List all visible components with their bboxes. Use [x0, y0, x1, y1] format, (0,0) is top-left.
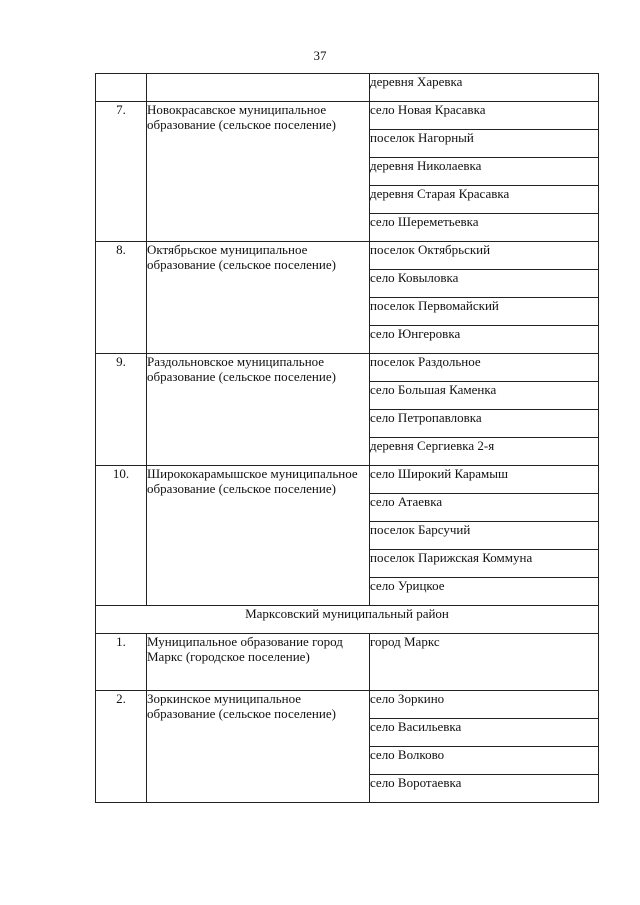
settlement-name: город Маркс	[370, 634, 599, 691]
row-number-cell	[96, 74, 147, 102]
municipality-name: Раздольновское муниципальное образование (сельское поселение)	[147, 354, 370, 466]
row-number: 9.	[96, 354, 147, 466]
row-number: 1.	[96, 634, 147, 691]
settlement-name: поселок Нагорный	[370, 130, 599, 158]
municipality-name: Ширококарамышское муниципальное образование (сельское поселение)	[147, 466, 370, 606]
settlement-name: поселок Первомайский	[370, 298, 599, 326]
municipality-name: Зоркинское муниципальное образование (сельское поселение)	[147, 691, 370, 803]
continuation-row	[96, 74, 599, 102]
settlement-name: село Шереметьевка	[370, 214, 599, 242]
settlement-name: поселок Парижская Коммуна	[370, 550, 599, 578]
municipality-name: Новокрасавское муниципальное образование (сельское поселение)	[147, 102, 370, 242]
row-number: 8.	[96, 242, 147, 354]
page-number: 37	[313, 48, 327, 63]
settlements-table	[95, 73, 599, 803]
settlement-name: село Атаевка	[370, 494, 599, 522]
table-row	[96, 691, 599, 719]
settlement-name: село Петропавловка	[370, 410, 599, 438]
municipality-name: Октябрьское муниципальное образование (сельское поселение)	[147, 242, 370, 354]
district-heading-row	[96, 606, 599, 634]
table-row	[96, 102, 599, 130]
table-row	[96, 242, 599, 270]
settlement-name: село Урицкое	[370, 578, 599, 606]
row-number: 7.	[96, 102, 147, 242]
settlement-name: село Новая Красавка	[370, 102, 599, 130]
table-row	[96, 634, 599, 691]
settlement-name: деревня Сергиевка 2-я	[370, 438, 599, 466]
settlement-name: поселок Октябрьский	[370, 242, 599, 270]
settlement-name: село Волково	[370, 747, 599, 775]
settlement-name: село Васильевка	[370, 719, 599, 747]
settlement-name: поселок Раздольное	[370, 354, 599, 382]
settlement-name: деревня Старая Красавка	[370, 186, 599, 214]
settlement-name: село Большая Каменка	[370, 382, 599, 410]
municipality-name: Муниципальное образование город Маркс (городское поселение)	[147, 634, 370, 691]
district-heading: Марксовский муниципальный район	[96, 606, 599, 634]
row-number: 10.	[96, 466, 147, 606]
settlement-name: село Воротаевка	[370, 775, 599, 803]
settlement-cell: деревня Харевка	[370, 74, 599, 102]
row-number: 2.	[96, 691, 147, 803]
municipality-cell	[147, 74, 370, 102]
settlement-name: село Юнгеровка	[370, 326, 599, 354]
table-row	[96, 466, 599, 494]
settlement-name: село Ковыловка	[370, 270, 599, 298]
table-row	[96, 354, 599, 382]
table-body	[96, 74, 599, 803]
settlement-name: деревня Николаевка	[370, 158, 599, 186]
settlement-name: село Зоркино	[370, 691, 599, 719]
settlement-name: село Широкий Карамыш	[370, 466, 599, 494]
settlement-name: поселок Барсучий	[370, 522, 599, 550]
